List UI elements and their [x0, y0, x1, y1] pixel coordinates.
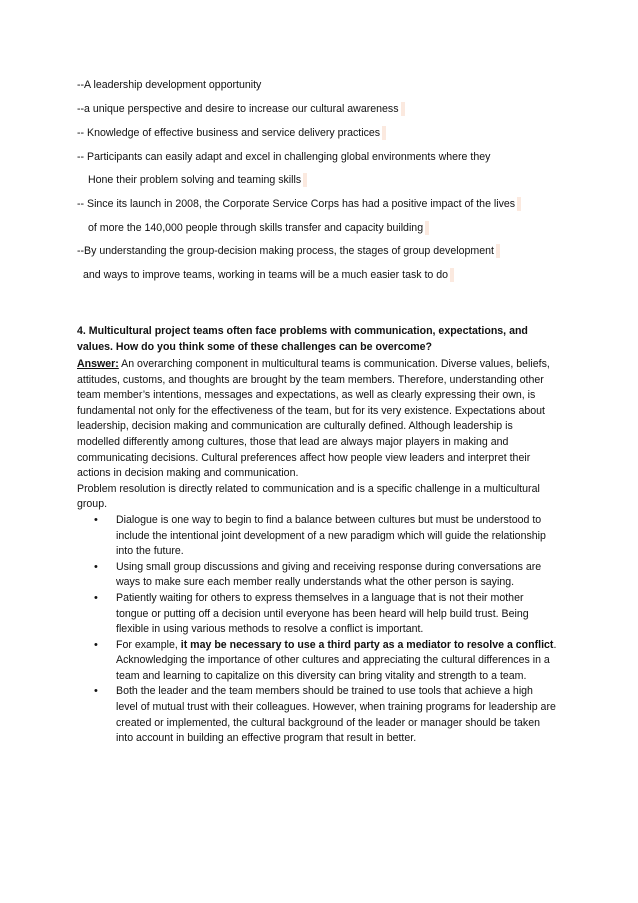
highlight-mark: [425, 221, 429, 235]
answer-paragraph-2: Problem resolution is directly related to communication and is a specific challenge in a multicultural group.: [77, 482, 540, 511]
bullet-list: [77, 513, 557, 747]
highlight-mark: [303, 173, 307, 187]
highlight-mark: [496, 244, 500, 258]
bold-text: it may be necessary to use a third party as a mediator to resolve a conflict: [180, 638, 554, 651]
answer-label: Answer:: [77, 358, 119, 370]
line-text: of more the 140,000 people through skills transfer and capacity building: [88, 222, 424, 234]
highlight-line-9: [83, 268, 454, 282]
item-text: . Acknowledging the importance of other cultures and appreciating the cultural differences in a team and learning to capitalize on this diversity can bring vitality and strength to a team.: [116, 638, 557, 682]
highlight-line-5: [88, 173, 307, 187]
highlight-line-8: [77, 244, 500, 258]
highlight-mark: [382, 126, 386, 140]
highlight-line-6: [77, 197, 521, 211]
answer-section: [77, 357, 557, 747]
highlight-line-3: [77, 126, 386, 140]
list-item: • Dialogue is one way to begin to find a balance between cultures but must be understood to include the intentional joint development of a new paradigm which will guide the relationship into the future.: [77, 513, 557, 560]
line-text: -- Since its launch in 2008, the Corporate Service Corps has had a positive impact of the lives: [77, 198, 516, 210]
line-text: --a unique perspective and desire to increase our cultural awareness: [77, 103, 399, 115]
highlight-line-1: [77, 78, 261, 92]
highlight-mark: [450, 268, 454, 282]
line-text: Hone their problem solving and teaming skills: [88, 174, 302, 186]
answer-text: An overarching component in multicultural teams is communication. Diverse values, beliefs, attitudes, customs, and thoughts are brought by the team members. Therefore, understanding other team member’s intentions, messages and expectations, as well as clearly expressing their own, is fundamental not only for the effectiveness of the team, but for its very existence. Expectations about leadership, decision making and communication are culturally defined. Although leadership is modelled differently among cultures, those that lead are always major players in making and communicating decisions. Cultural preferences affect how people view leaders and interpret their actions in decision making and communication.: [77, 358, 550, 480]
list-item: • Patiently waiting for others to express themselves in a language that is not their mother tongue or putting off a decision until everyone has been heard will help build trust. Being flexible in using various methods to resolve a conflict is important.: [77, 591, 557, 638]
highlight-line-2: [77, 102, 405, 116]
highlight-mark: [401, 102, 405, 116]
line-text: -- Knowledge of effective business and service delivery practices: [77, 127, 381, 139]
highlight-line-7: [88, 221, 429, 235]
line-text: and ways to improve teams, working in teams will be a much easier task to do: [83, 269, 449, 281]
answer-paragraph: [77, 357, 557, 482]
highlight-mark: [517, 197, 521, 211]
list-item: • Both the leader and the team members should be trained to use tools that achieve a high level of mutual trust with their colleagues. However, when training programs for leadership are created or implemented, the cultural background of the leader or manager should be taken into account in building an effective program that result in better.: [77, 684, 557, 746]
item-text: For example,: [116, 638, 181, 651]
line-text: --A leadership development opportunity: [77, 79, 262, 91]
line-text: --By understanding the group-decision making process, the stages of group development: [77, 245, 494, 257]
question-heading: 4. Multicultural project teams often face problems with communication, expectations, and values. How do you think some of these challenges can be overcome?: [77, 325, 528, 353]
highlight-line-4: [77, 150, 490, 164]
list-item: • Using small group discussions and giving and receiving response during conversations are ways to make sure each member really understands what the other person is saying.: [77, 560, 557, 591]
line-text: -- Participants can easily adapt and excel in challenging global environments where they: [77, 151, 491, 163]
list-item: [77, 638, 557, 685]
